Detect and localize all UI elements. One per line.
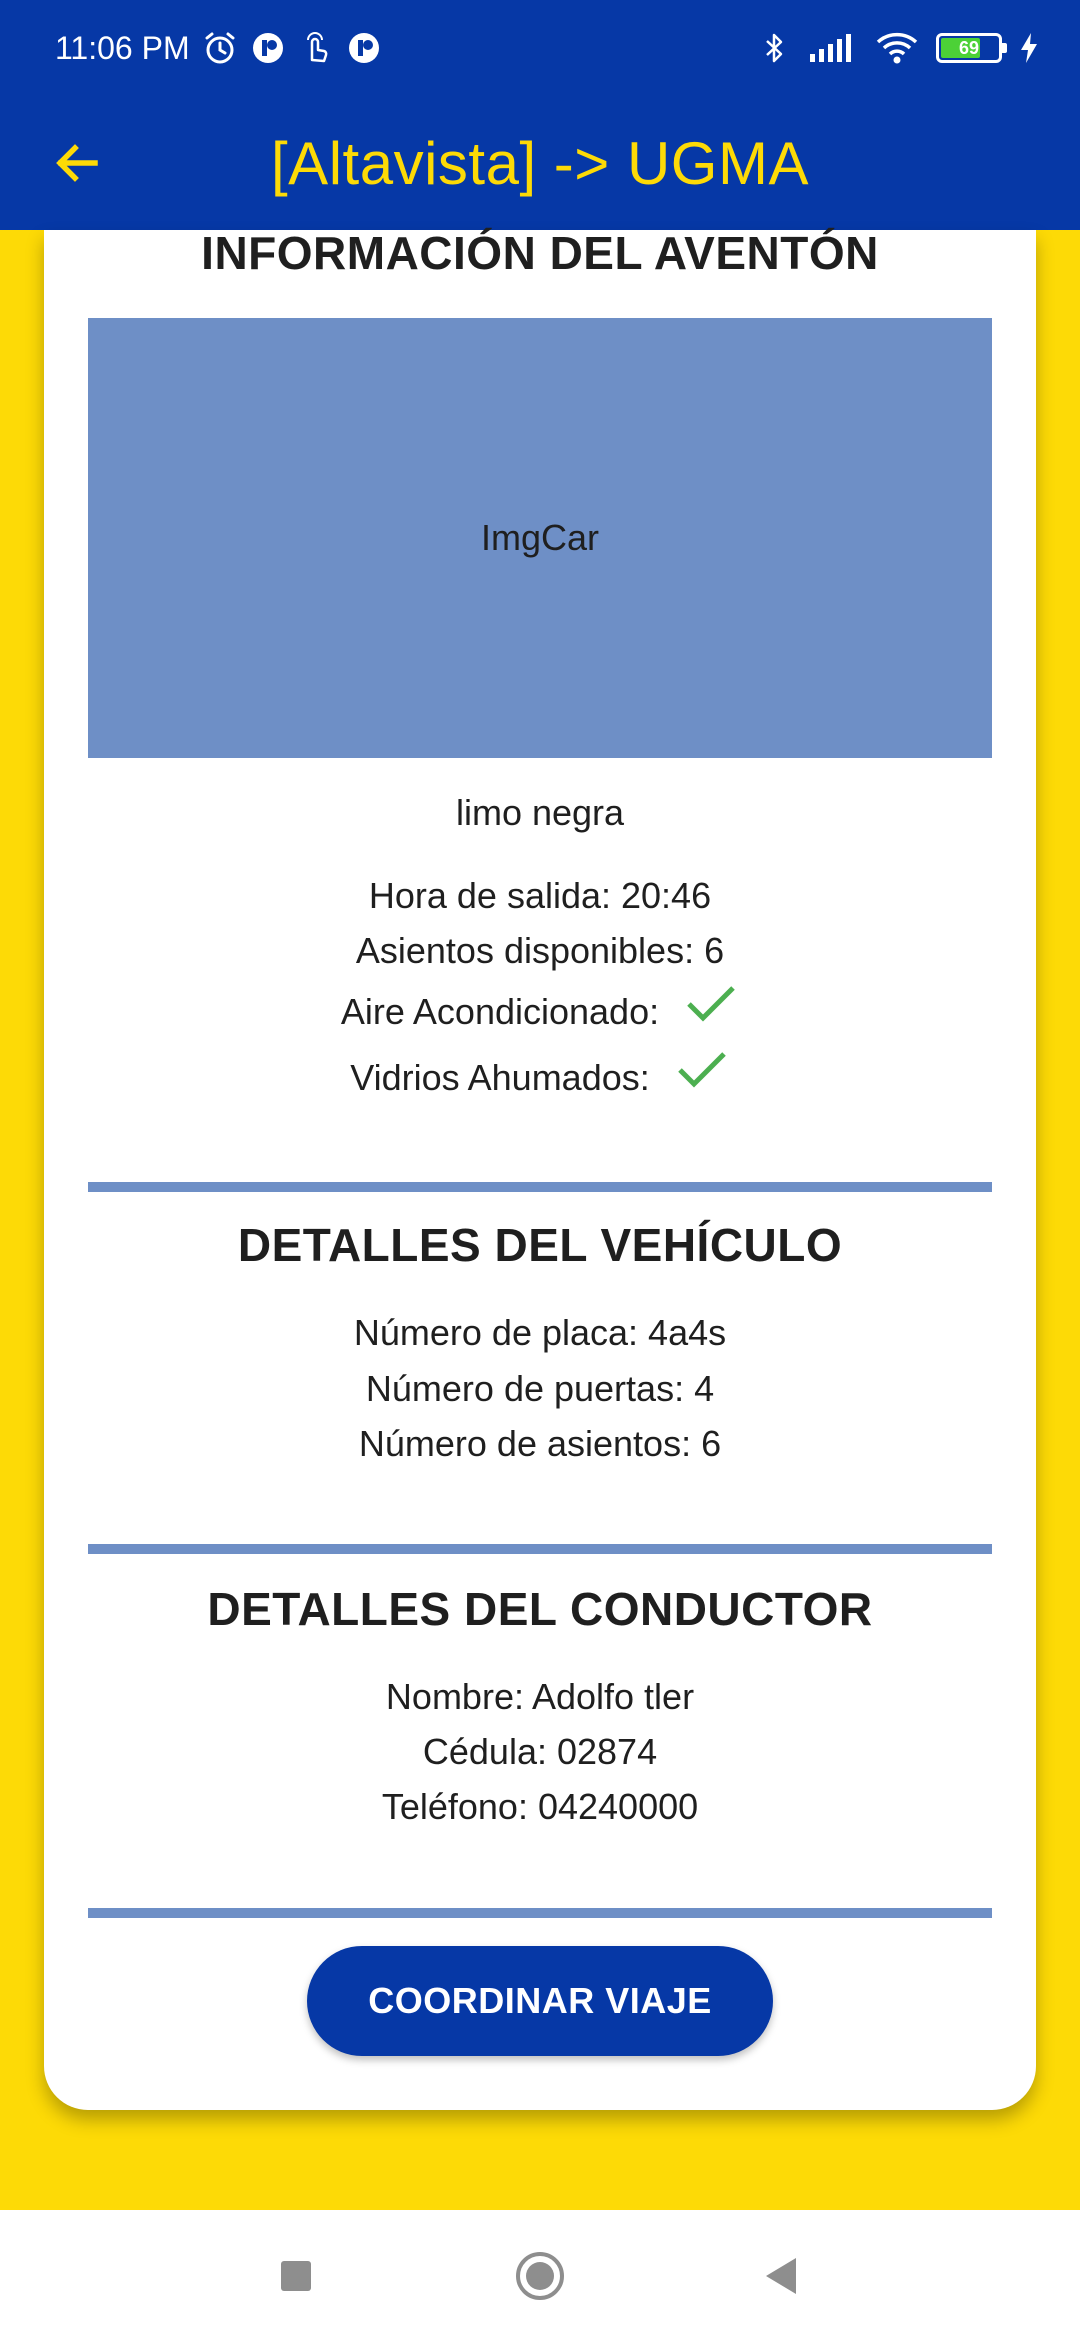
coordinate-trip-button[interactable]: COORDINAR VIAJE — [307, 1946, 773, 2056]
check-icon — [683, 982, 739, 1028]
battery-icon — [936, 33, 1002, 63]
driver-id: Cédula: 02874 — [422, 1731, 658, 1772]
ride-info-title: INFORMACIÓN DEL AVENTÓN — [201, 227, 879, 279]
wifi-icon — [874, 30, 920, 66]
back-button[interactable] — [40, 126, 114, 200]
section-divider — [88, 1544, 992, 1554]
app-bar — [0, 0, 1080, 230]
vehicle-details-title: DETALLES DEL VEHÍCULO — [237, 1219, 843, 1271]
air-conditioning-row — [88, 982, 992, 1033]
battery-cap — [1002, 43, 1007, 53]
status-time: 11:06 PM — [55, 29, 190, 66]
touch-icon — [298, 30, 334, 66]
recents-button[interactable] — [266, 2246, 326, 2306]
departure-time: Hora de salida: 20:46 — [368, 875, 712, 916]
recents-square-icon — [268, 2248, 324, 2304]
tinted-windows-label: Vidrios Ahumados: — [350, 1057, 650, 1098]
section-divider — [88, 1182, 992, 1192]
bluetooth-icon — [756, 30, 792, 66]
tinted-windows-row — [88, 1048, 992, 1099]
seats-available: Asientos disponibles: 6 — [355, 930, 725, 971]
status-right — [756, 30, 1040, 66]
plate-number: Número de placa: 4a4s — [353, 1312, 727, 1353]
battery-level: 69 — [958, 37, 980, 58]
driver-name: Nombre: Adolfo tler — [385, 1676, 695, 1717]
section-divider — [88, 1908, 992, 1918]
check-icon — [674, 1048, 730, 1094]
app-notification-icon — [250, 30, 286, 66]
status-bar — [0, 0, 1080, 96]
signal-icon — [808, 30, 858, 66]
page-title: [Altavista] -> UGMA — [271, 129, 809, 197]
air-conditioning-label: Aire Acondicionado: — [340, 991, 660, 1032]
car-image-placeholder — [88, 318, 992, 758]
back-triangle-icon — [754, 2248, 810, 2304]
system-back-button[interactable] — [752, 2246, 812, 2306]
status-left — [55, 30, 382, 67]
home-circle-icon — [512, 2248, 568, 2304]
app-notification-icon — [346, 30, 382, 66]
arrow-left-icon — [49, 135, 105, 191]
driver-phone: Teléfono: 04240000 — [381, 1786, 699, 1827]
car-image-label: ImgCar — [480, 517, 600, 558]
driver-details-title: DETALLES DEL CONDUCTOR — [207, 1583, 873, 1635]
toolbar — [0, 96, 1080, 230]
home-button[interactable] — [510, 2246, 570, 2306]
seat-count: Número de asientos: 6 — [358, 1423, 722, 1464]
alarm-icon — [202, 30, 238, 66]
charging-icon — [1018, 30, 1040, 66]
ride-details-card — [44, 227, 1036, 2110]
door-count: Número de puertas: 4 — [365, 1368, 715, 1409]
vehicle-name: limo negra — [455, 792, 625, 833]
